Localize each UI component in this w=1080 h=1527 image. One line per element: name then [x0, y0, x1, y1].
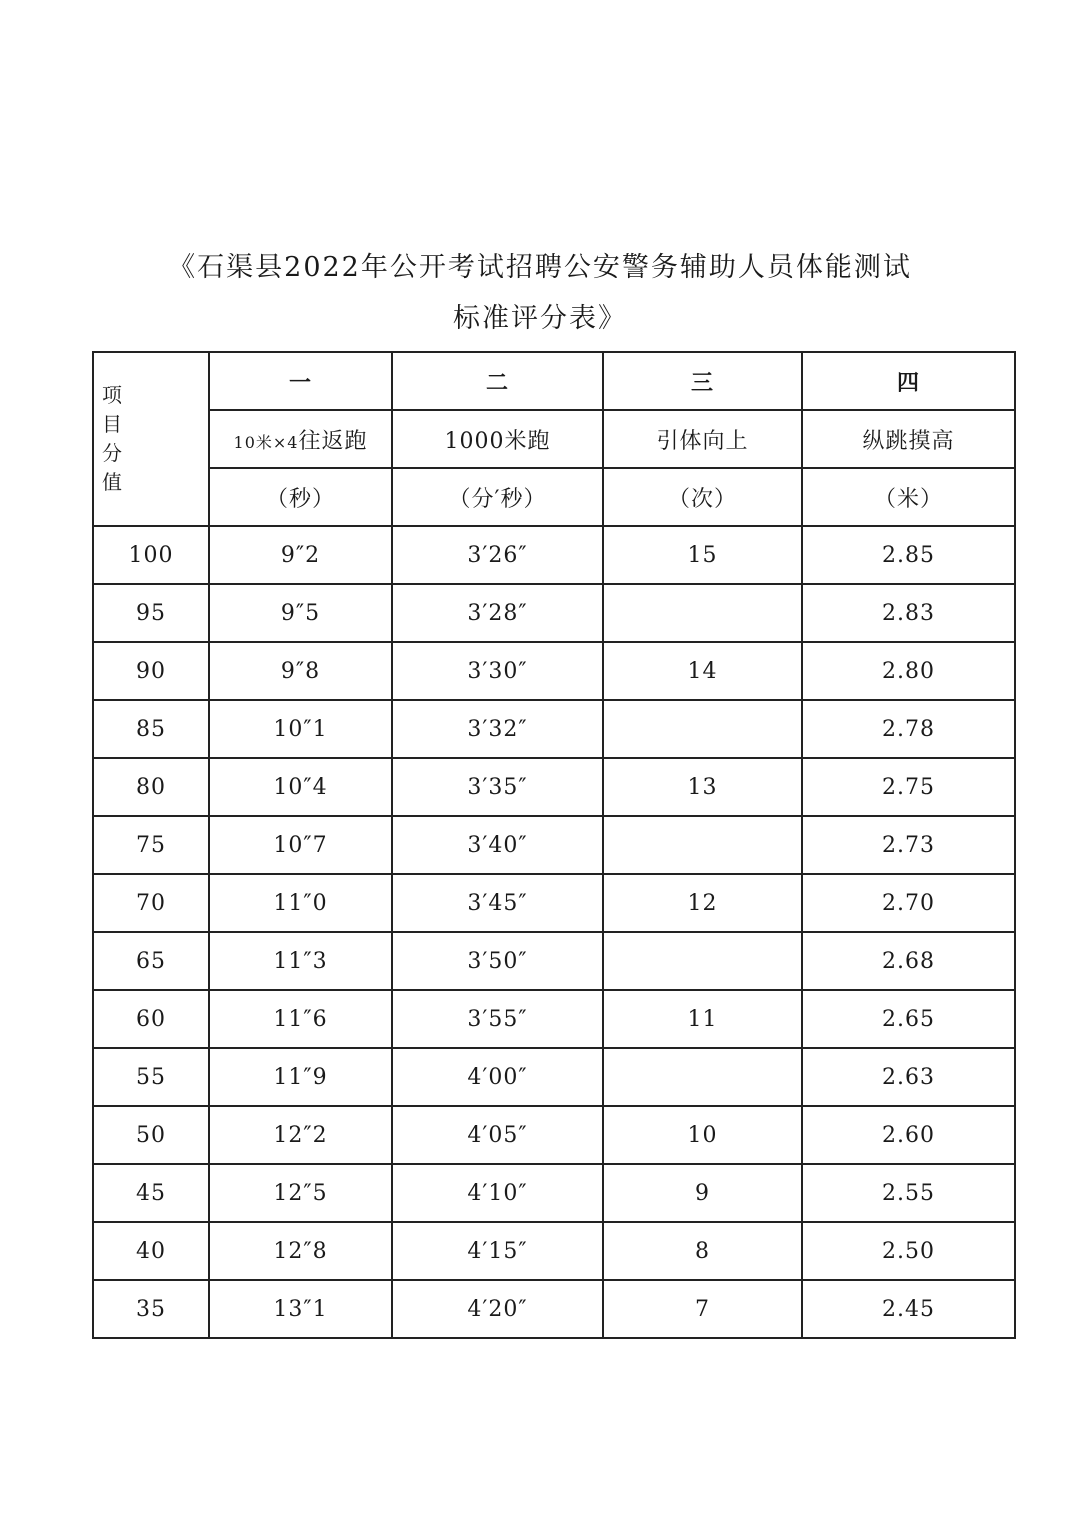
document-title-line-2: 标准评分表》 — [453, 303, 627, 334]
table-row — [93, 1164, 1015, 1222]
vertical-jump-cell: 2.75 — [802, 758, 1015, 816]
unit-meters: （米） — [802, 468, 1015, 526]
pull-up-cell: 9 — [603, 1164, 802, 1222]
shuttle-run-cell: 9″2 — [209, 526, 392, 584]
pull-up-cell: 12 — [603, 874, 802, 932]
vertical-jump-cell: 2.83 — [802, 584, 1015, 642]
table-row — [93, 526, 1015, 584]
vertical-jump-cell: 2.60 — [802, 1106, 1015, 1164]
pull-up-cell: 15 — [603, 526, 802, 584]
table-row — [93, 874, 1015, 932]
run-1000m-cell: 3′32″ — [392, 700, 603, 758]
event-name-vertical-jump — [802, 410, 1015, 468]
event-name-vertical-jump-text: 纵跳摸高 — [862, 428, 955, 454]
score-cell: 75 — [93, 816, 209, 874]
vertical-jump-cell: 2.65 — [802, 990, 1015, 1048]
group-number-1: 一 — [209, 352, 392, 410]
shuttle-run-cell: 12″5 — [209, 1164, 392, 1222]
shuttle-run-cell: 9″5 — [209, 584, 392, 642]
run-1000m-cell: 4′20″ — [392, 1280, 603, 1338]
event-name-1000m-run — [392, 410, 603, 468]
event-name-pull-up-text: 引体向上 — [656, 428, 749, 454]
shuttle-run-cell: 10″4 — [209, 758, 392, 816]
pull-up-cell: 14 — [603, 642, 802, 700]
run-1000m-cell: 3′55″ — [392, 990, 603, 1048]
pull-up-cell — [603, 932, 802, 990]
table-row — [93, 816, 1015, 874]
score-cell: 80 — [93, 758, 209, 816]
table-row — [93, 1048, 1015, 1106]
table-row — [93, 1222, 1015, 1280]
pull-up-cell — [603, 700, 802, 758]
run-1000m-cell: 3′30″ — [392, 642, 603, 700]
run-1000m-cell: 3′35″ — [392, 758, 603, 816]
vertical-jump-cell: 2.50 — [802, 1222, 1015, 1280]
table-row — [93, 1280, 1015, 1338]
header-row-units — [93, 468, 1015, 526]
score-cell: 45 — [93, 1164, 209, 1222]
shuttle-run-cell: 9″8 — [209, 642, 392, 700]
scoring-standard-table — [92, 351, 1016, 1339]
pull-up-cell: 10 — [603, 1106, 802, 1164]
table-row — [93, 932, 1015, 990]
shuttle-run-cell: 12″2 — [209, 1106, 392, 1164]
pull-up-cell: 11 — [603, 990, 802, 1048]
unit-minutes-seconds: （分′秒） — [392, 468, 603, 526]
score-cell: 65 — [93, 932, 209, 990]
shuttle-run-cell: 12″8 — [209, 1222, 392, 1280]
vertical-jump-cell: 2.80 — [802, 642, 1015, 700]
document-title-line-1: 《石渠县2022年公开考试招聘公安警务辅助人员体能测试 — [168, 252, 912, 283]
header-row-group-numbers — [93, 352, 1015, 410]
shuttle-run-cell: 13″1 — [209, 1280, 392, 1338]
group-number-3: 三 — [603, 352, 802, 410]
run-1000m-cell: 3′45″ — [392, 874, 603, 932]
table-row — [93, 584, 1015, 642]
event-name-shuttle-run-prefix: 10米×4 — [233, 432, 299, 452]
run-1000m-cell: 3′26″ — [392, 526, 603, 584]
table-row — [93, 758, 1015, 816]
score-cell: 70 — [93, 874, 209, 932]
run-1000m-cell: 4′10″ — [392, 1164, 603, 1222]
event-name-1000m-run-text: 1000米跑 — [444, 428, 551, 454]
run-1000m-cell: 4′05″ — [392, 1106, 603, 1164]
header-row-event-names — [93, 410, 1015, 468]
score-cell: 55 — [93, 1048, 209, 1106]
table-row — [93, 700, 1015, 758]
shuttle-run-cell: 11″3 — [209, 932, 392, 990]
event-name-pull-up — [603, 410, 802, 468]
vertical-jump-cell: 2.55 — [802, 1164, 1015, 1222]
vertical-jump-cell: 2.45 — [802, 1280, 1015, 1338]
corner-label: 项目分值 — [102, 383, 123, 494]
run-1000m-cell: 4′15″ — [392, 1222, 603, 1280]
vertical-jump-cell: 2.85 — [802, 526, 1015, 584]
event-name-shuttle-run — [209, 410, 392, 468]
run-1000m-cell: 4′00″ — [392, 1048, 603, 1106]
pull-up-cell: 13 — [603, 758, 802, 816]
run-1000m-cell: 3′50″ — [392, 932, 603, 990]
vertical-jump-cell: 2.68 — [802, 932, 1015, 990]
score-cell: 50 — [93, 1106, 209, 1164]
pull-up-cell — [603, 1048, 802, 1106]
score-cell: 95 — [93, 584, 209, 642]
shuttle-run-cell: 11″9 — [209, 1048, 392, 1106]
pull-up-cell — [603, 584, 802, 642]
run-1000m-cell: 3′28″ — [392, 584, 603, 642]
score-cell: 85 — [93, 700, 209, 758]
unit-count: （次） — [603, 468, 802, 526]
pull-up-cell: 7 — [603, 1280, 802, 1338]
vertical-jump-cell: 2.78 — [802, 700, 1015, 758]
vertical-jump-cell: 2.70 — [802, 874, 1015, 932]
shuttle-run-cell: 10″7 — [209, 816, 392, 874]
vertical-jump-cell: 2.73 — [802, 816, 1015, 874]
event-name-shuttle-run-rest: 往返跑 — [298, 428, 368, 454]
unit-seconds: （秒） — [209, 468, 392, 526]
group-number-2: 二 — [392, 352, 603, 410]
corner-cell — [93, 352, 209, 526]
score-cell: 60 — [93, 990, 209, 1048]
score-cell: 35 — [93, 1280, 209, 1338]
score-cell: 90 — [93, 642, 209, 700]
shuttle-run-cell: 11″6 — [209, 990, 392, 1048]
table-row — [93, 1106, 1015, 1164]
table-row — [93, 990, 1015, 1048]
shuttle-run-cell: 10″1 — [209, 700, 392, 758]
table-row — [93, 642, 1015, 700]
vertical-jump-cell: 2.63 — [802, 1048, 1015, 1106]
score-cell: 40 — [93, 1222, 209, 1280]
pull-up-cell — [603, 816, 802, 874]
run-1000m-cell: 3′40″ — [392, 816, 603, 874]
group-number-4: 四 — [802, 352, 1015, 410]
pull-up-cell: 8 — [603, 1222, 802, 1280]
shuttle-run-cell: 11″0 — [209, 874, 392, 932]
score-cell: 100 — [93, 526, 209, 584]
